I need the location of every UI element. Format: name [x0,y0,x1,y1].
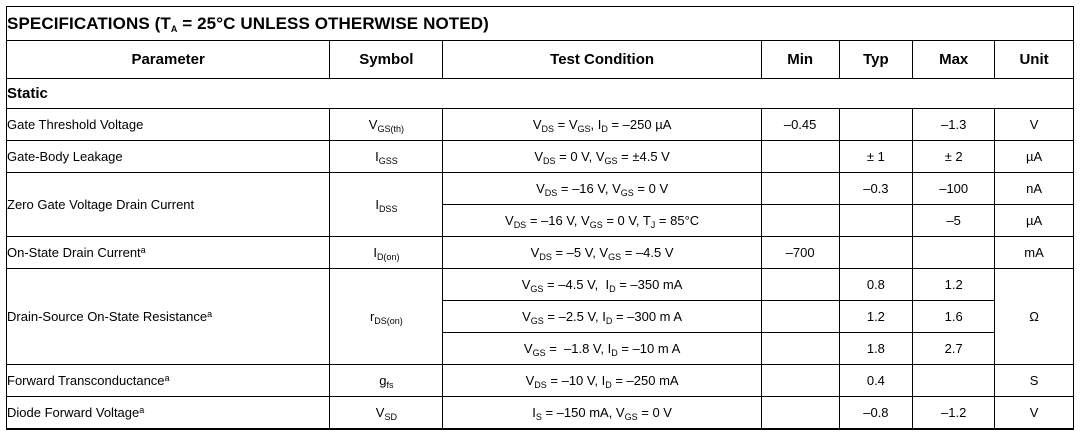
row-test-condition: $V_{DS} = -16$ V, $V_{GS} = 0$ V [443,173,761,205]
symbol-base: r [369,309,375,324]
row-unit: Ω [995,269,1074,365]
row-parameter-footnote: a [207,309,213,319]
row-test-condition: $V_{DS} = V_{GS}$, $I_D = -250$ µA [443,109,761,141]
table-row [7,365,1074,397]
row-typ: 0.4 [839,365,913,397]
row-test-condition: $V_{DS} = -10$ V, $I_D = -250$ mA [443,365,761,397]
row-test-condition: $V_{DS} = -5$ V, $V_{GS} = -4.5$ V [443,237,761,269]
row-min [761,333,839,365]
table-row [7,109,1074,141]
row-parameter-label: Drain-Source On-State Resistance [7,309,208,324]
row-parameter-label: Forward Transconductance [7,373,165,388]
row-typ: ± 1 [839,141,913,173]
table-row [7,397,1074,429]
symbol-subscript: DSS [378,204,398,214]
row-typ: 0.8 [839,269,913,301]
table-row [7,237,1074,269]
row-parameter-label: Gate-Body Leakage [7,149,123,164]
row-parameter [7,365,330,397]
column-header-typ: Typ [839,41,913,79]
row-min [761,205,839,237]
row-min [761,269,839,301]
column-header-symbol: Symbol [330,41,443,79]
symbol-base: I [375,197,379,212]
row-unit: µA [995,205,1074,237]
symbol-base: V [368,117,378,132]
row-unit: S [995,365,1074,397]
row-min [761,173,839,205]
row-max: –1.3 [913,109,995,141]
table-row [7,269,1074,301]
column-header-test-condition: Test Condition [443,41,761,79]
symbol-subscript: GSS [378,156,398,166]
row-typ: –0.3 [839,173,913,205]
row-test-condition: $V_{GS} = -4.5$ V, $I_D = -350$ mA [443,269,761,301]
row-parameter [7,109,330,141]
row-max [913,237,995,269]
row-min [761,141,839,173]
column-header-min: Min [761,41,839,79]
row-test-condition: $V_{DS} = 0$ V, $V_{GS} = \pm 4.5$ V [443,141,761,173]
table-row [7,173,1074,205]
row-max: 1.6 [913,301,995,333]
row-max: ± 2 [913,141,995,173]
row-max: 2.7 [913,333,995,365]
column-header-unit: Unit [995,41,1074,79]
row-min: –700 [761,237,839,269]
row-symbol [330,397,443,429]
page-title [7,7,1074,41]
table-title-row [7,7,1074,41]
row-parameter-footnote: a [164,373,170,383]
row-parameter-label: Gate Threshold Voltage [7,117,144,132]
symbol-base: V [375,404,385,420]
row-symbol [330,109,443,141]
row-parameter [7,141,330,173]
row-parameter-label: On-State Drain Current [7,245,141,260]
row-parameter [7,269,330,365]
row-max: –1.2 [913,397,995,429]
row-symbol [330,173,443,237]
row-typ: 1.8 [839,333,913,365]
symbol-subscript: fs [386,380,394,390]
row-parameter [7,237,330,269]
section-row [7,79,1074,109]
row-parameter [7,397,330,429]
row-test-condition: $I_S = -150$ mA, $V_{GS} = 0$ V [443,397,761,429]
column-header-max: Max [913,41,995,79]
table-header-row [7,41,1074,79]
row-parameter-label: Zero Gate Voltage Drain Current [7,197,195,212]
row-unit: V [995,109,1074,141]
row-parameter [7,173,330,237]
row-typ [839,205,913,237]
row-test-condition: $V_{GS} = -1.8$ V, $I_D = -10$ m A [443,333,761,365]
column-header-parameter: Parameter [7,41,330,79]
table-row [7,141,1074,173]
specifications-table [6,6,1074,430]
row-min: –0.45 [761,109,839,141]
row-typ [839,237,913,269]
row-unit: nA [995,173,1074,205]
row-typ [839,109,913,141]
row-max: 1.2 [913,269,995,301]
row-symbol [330,269,443,365]
symbol-base: g [379,373,387,388]
row-min [761,365,839,397]
row-max: –5 [913,205,995,237]
symbol-base: I [373,245,377,260]
row-min [761,397,839,429]
symbol-base: I [375,149,379,164]
row-unit: mA [995,237,1074,269]
row-unit: V [995,397,1074,429]
title-subscript: A [170,23,178,34]
row-parameter-footnote: a [139,404,145,415]
row-symbol [330,237,443,269]
row-typ: 1.2 [839,301,913,333]
row-typ: –0.8 [839,397,913,429]
symbol-subscript: DS(on) [374,316,403,326]
row-max [913,365,995,397]
row-max: –100 [913,173,995,205]
title-pre: SPECIFICATIONS (T [7,13,171,33]
row-parameter-footnote: a [140,245,146,255]
row-symbol [330,365,443,397]
section-title-static: Static [7,79,1074,109]
row-unit: µA [995,141,1074,173]
row-test-condition: $V_{GS} = -2.5$ V, $I_D = -300$ m A [443,301,761,333]
symbol-subscript: GS(th) [377,124,404,134]
row-parameter-label: Diode Forward Voltage [7,404,140,420]
row-test-condition: $V_{DS} = -16$ V, $V_{GS} = 0$ V, $T_J = 85^\circ C$ [443,205,761,237]
row-symbol [330,141,443,173]
title-post: = 25°C UNLESS OTHERWISE NOTED) [177,13,489,33]
symbol-subscript: SD [384,411,397,422]
symbol-subscript: D(on) [376,252,400,262]
row-min [761,301,839,333]
